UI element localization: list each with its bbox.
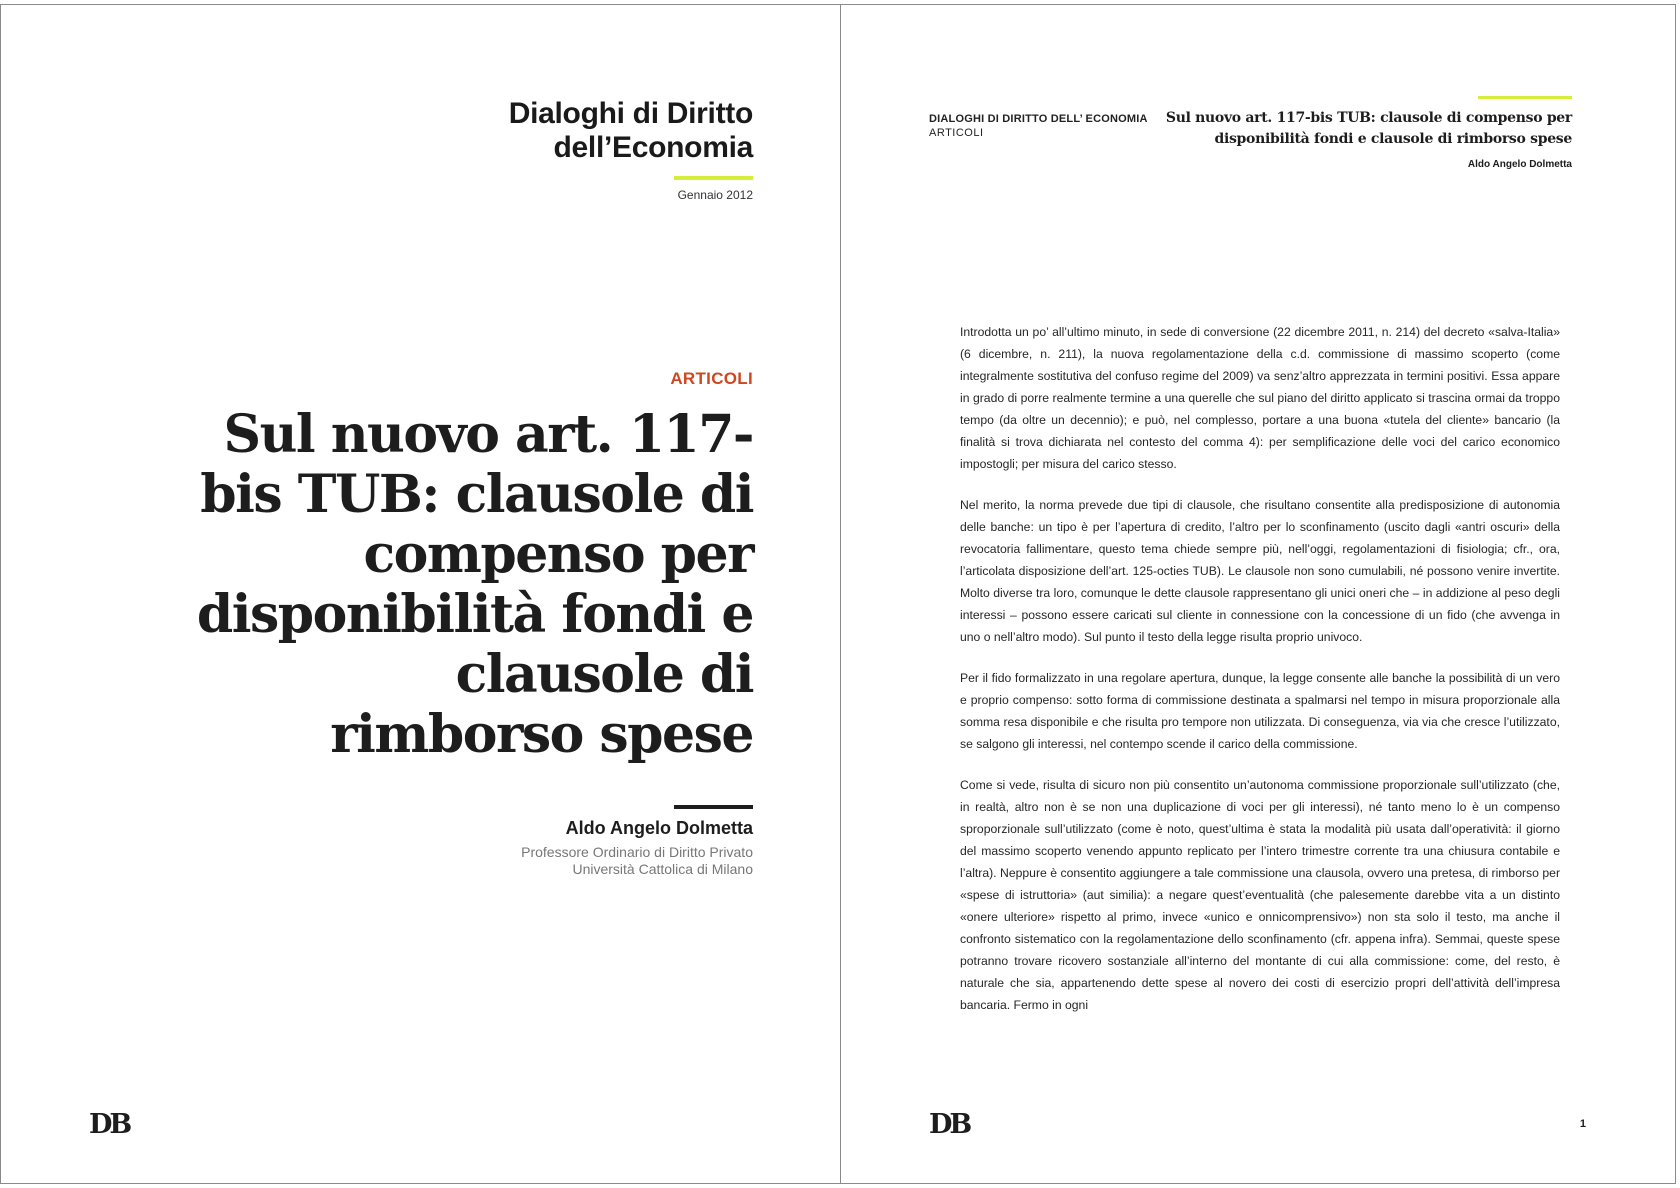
page-number: 1: [1579, 1118, 1586, 1130]
article-title: Sul nuovo art. 117-bis TUB: clausole di compenso per disponibilità fondi e clausole di rimborso spese: [196, 404, 753, 765]
accent-divider: [674, 176, 753, 180]
section-label: ARTICOLI: [670, 369, 753, 388]
author-affiliation: [521, 844, 753, 878]
author-divider: [674, 805, 753, 809]
running-header-journal: [929, 112, 1148, 140]
running-header-title: Sul nuovo art. 117-bis TUB: clausole di compenso per disponibilità fondi e clausole di rimborso spese: [1165, 110, 1572, 147]
db-logo: DB: [89, 1109, 130, 1140]
issue-date: Gennaio 2012: [677, 188, 753, 202]
author-name: Aldo Angelo Dolmetta: [565, 818, 753, 838]
accent-divider: [1478, 96, 1572, 99]
article-body: [960, 321, 1560, 1035]
body-paragraph: Nel merito, la norma prevede due tipi di clausole, che risultano consentite alla predisposizione di autonomia delle banche: un tipo è per l’apertura di credito, l’altro per lo sconfinamento (uscito dagli «antri oscuri» della revocatoria fallimentare, questo tema chiede sempre più, nell’oggi, regolamentazioni di fisiologia; cfr., ora, l’articolata disposizione dell’art. 125-octies TUB). Le clausole non sono cumulabili, né possono venire invertite. Molto diverse tra loro, comunque le dette clausole rappresentano gli unici oneri che – in addizione al peso degli interessi – possono essere caricati sul cliente in connessione con la concessione di un fido (che avvenga in uno o nell’altro modo). Sul punto il testo della legge risulta proprio univoco.: [960, 498, 1560, 644]
body-paragraph: Come si vede, risulta di sicuro non più consentito un’autonoma commissione proporzionale sull’utilizzato (che, in realtà, altro non è se non una duplicazione di voci per gli interessi), né tanto meno lo è un compenso sproporzionale sull’utilizzato (come è noto, quest’ultima è stata la modalità più usata dall’operatività: il giorno del massimo scoperto venendo appunto replicato per l’intero trimestre corrente tra una chiusura contabile e l’altra). Neppure è consentito aggiungere a tale commissione una clausola, ovvero una pretesa, di rimborso per «spese di istruttoria» (aut similia): a negare quest’eventualità (che palesemente darebbe vita a un distinto «onere ulteriore» rispetto al primo, invece «unico e onnicomprensivo») non sta solo il testo, ma anche il confronto sistematico con la regolamentazione dello sconfinamento (cfr. appena infra). Semmai, queste spese potranno trovare ricovero sostanziale all’interno del montante di cui alla commissione: come, del resto, è naturale che sia, appartenendo dette spese al novero dei costi di esercizio propri dell’attività dell’impresa bancaria. Fermo in ogni: [960, 778, 1560, 1012]
body-paragraph: Introdotta un po’ all’ultimo minuto, in sede di conversione (22 dicembre 2011, n. 214) del decreto «salva-Italia» (6 dicembre, n. 211), la nuova regolamentazione della c.d. commissione di massimo scoperto (come integralmente sostitutiva del confuso regime del 2009) va senz’altro apprezzata in termini positivi. Essa appare in grado di porre realmente termine a una querelle che sul piano del diritto applicato si trascina ormai da troppo tempo (da oltre un decennio); e può, nel complesso, portare a una buona «tutela del cliente» bancario (la finalità si trova dichiarata nel contesto del comma 4): per semplificazione delle voci del carico economico impostogli; per misura del carico stesso.: [960, 325, 1560, 471]
author-role-line-2: Università Cattolica di Milano: [572, 861, 753, 877]
journal-title-line-1: Dialoghi di Diritto: [508, 97, 753, 130]
body-paragraph: Per il fido formalizzato in una regolare apertura, dunque, la legge consente alle banche la possibilità di un vero e proprio compenso: sotto forma di commissione destinata a spalmarsi nel tempo in misura proporzionale alla somma resa disponibile e che risulta pro tempore non utilizzata. Di conseguenza, via via che cresce l’utilizzato, se salgono gli interessi, nel contempo scende il carico della commissione.: [960, 671, 1560, 751]
running-section-label: ARTICOLI: [929, 127, 984, 139]
journal-title: [509, 97, 753, 165]
db-logo: DB: [929, 1109, 970, 1140]
right-page: [840, 4, 1676, 1184]
journal-title-line-2: dell’Economia: [553, 131, 753, 164]
running-header-author: Aldo Angelo Dolmetta: [1467, 159, 1572, 170]
running-journal-name: DIALOGHI DI DIRITTO DELL’ ECONOMIA: [929, 113, 1148, 125]
left-page: [0, 4, 842, 1184]
author-role-line-1: Professore Ordinario di Diritto Privato: [521, 844, 753, 860]
